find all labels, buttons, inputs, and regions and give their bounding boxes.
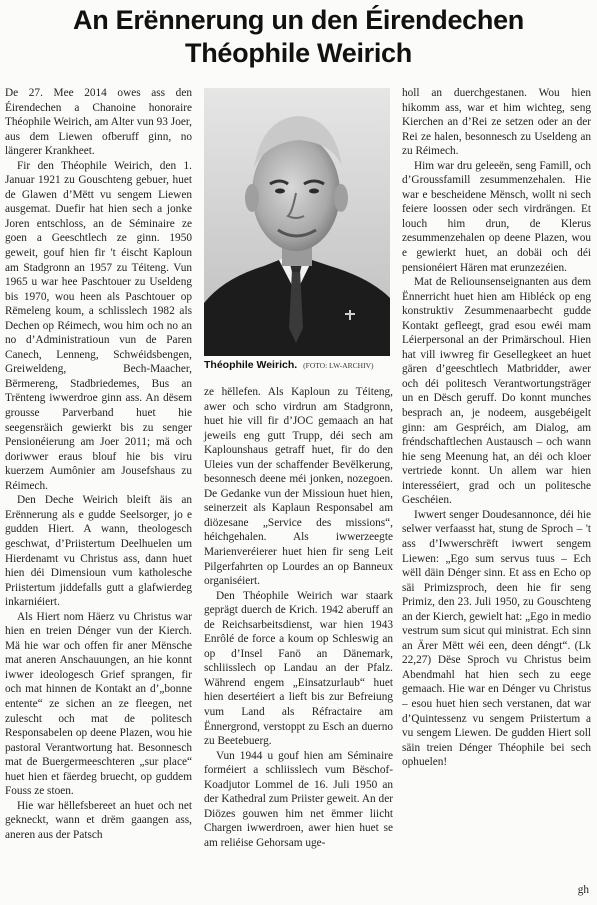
- article-column-1: [5, 86, 192, 842]
- paragraph: ze hëllefen. Als Kaploun zu Téiteng, awer och scho virdrun am Stadgronn, huet hie vill fir d’JOC gemaach an hat jeweils eng gutt Trupp, déi sech am Kaplounshaus getraff huet, fir do den Uleies vun der schaffender Bevëlkerung, besonnesch deene méi jonken, nozegoen. De Gedanke vun der Missioun huet hien, seinerzeit als Kaplaun Responsabel am diözesane „Service des missions“, héichgehalen. Als iwwerzeegte Marienveréierer huet hien fir seng Leit Pilgerfahrten op Lourdes an op Banneux organiséiert.: [204, 386, 393, 588]
- photo-caption: [204, 359, 393, 371]
- paragraph: Vun 1944 u gouf hien am Séminaire forméiert a schliisslech vum Bëschof-Koadjutor Lommel de 16. Juli 1950 an der Kathedral zum Priister geweit. An der Diözes gouwen him net ëmmer liicht Chargen iwwerdroen, awer hien huet se am reliéise Gehorsam uge-: [204, 749, 393, 849]
- caption-credit: (FOTO: LW-ARCHIV): [303, 361, 374, 370]
- paragraph: Him war dru geleeën, seng Famill, och d’Groussfamill zesummenzehalen. Hie war e bescheidene Mënsch, wollt ni sech feiere loossen oder sech virdrängen. Et louch him drun, de Klerus zesummenzehalen op deene Plazen, wou e gewierkt huet, an dobäi och déi pensionéiert Hären mat erunzezéien.: [402, 159, 591, 274]
- paragraph: Iwwert senger Doudesannonce, déi hie selwer verfaasst hat, stung de Sproch – 't ass d’Iwwerschrëft iwwert sengem Liewen: „Ego sum servus tuus – Ech wëll däin Dénger sinn. Et ass en Echo op säi Primizsproch, deen hie fir seng Primiz, den 23. Juli 1950, zu Gouschteng an der Kierch, gewielt hat: „Ego in medio vestrum sum sicut qui ministrat. Ech sinn an Ärer Mëtt wéi een, deen déngt“. (Lk 22,27) Dëse Sproch vu Christus beim Abendmahl hat hien sech zu eege gemaach. Hie war en Dénger vu Christus – esou huet hien sech verstanen, dat war d’Quintessenz vu sengem Priistertum a vu sengem Liewen. De gudden Hiert soll säin treien Dénger Théophile bei sech ophuelen!: [402, 508, 591, 769]
- headline-line-1: An Erënnerung un den Éirendechen: [73, 5, 524, 35]
- headline: [0, 4, 597, 70]
- paragraph: holl an duerchgestanen. Wou hien hikomm ass, war et him wichteg, seng Kierchen an d’Rei ze setzen oder an der Rei ze halen, besonnesch zu Useldeng an zu Réimech.: [402, 87, 591, 158]
- paragraph: Den Théophile Weirich war staark geprägt duerch de Krich. 1942 aberuff an de Reichsarbeitsdienst, war hien 1943 Enrôlé de force a koum op Schleswig an op d’Insel Fanö an Dänemark, schliisslech op Landau an der Pfalz. Während engem „Einsatzurlaub“ huet hien desertéiert a lieft bis zur Befreiung vum Land als Réfractaire am Ënnergrond, verstoppt zu Esch an duerno zu Beetebuerg.: [204, 589, 393, 748]
- portrait-image: [204, 88, 390, 356]
- article-column-2: [204, 385, 393, 851]
- caption-name: Théophile Weirich.: [204, 359, 298, 371]
- paragraph: Mat de Reliounsenseignanten aus dem Ënnerricht huet hien am Hibléck op eng konstruktiv Zesummenaarbecht gudde Kontakt gefleegt, grad esou ewéi mam Léierpersonal an der Primärschoul. Hien hat vill iwwreg fir Gesellegkeet an huet gären d’geeschtlech Matbridder, awer och déi politesch Verantwortungsträger un en Dësch geruff. Do konnt munches besprach an, je nodeem, ausgebéigelt ginn: am Gespréich, am Dialog, am fréndschaftlechen Austausch – och wann hie seng Meenung hat, an déi och kloer vertriede konnt. Un allem war hien interesséiert, grad och un politesche Geschéien.: [402, 276, 591, 507]
- headline-line-2: Théophile Weirich: [185, 38, 412, 68]
- paragraph: De 27. Mee 2014 owes ass den Éirendechen a Chanoine honoraire Théophile Weirich, am Alter vun 93 Joer, aus dem Liewen ofberuff ginn, no längerer Krankheet.: [5, 87, 192, 158]
- paragraph: Als Hiert nom Häerz vu Christus war hien en treien Dénger vun der Kierch. Mä hie war och offen fir aner Mënsche mat aneren Anschauungen, an hie konnt iwwer ideologesch Grief sprangen, fir och mat hinnen de Kontakt an d’„bonne entente“ ze sichen an ze fleegen, net zulescht och mat de politesch Responsabelen op deene Plazen, wou hie pastoral Verantwortung hat. Besonnesch mat de Buergermeeschteren „sur place“ huet hien et fäerdeg bruecht, op guddem Fouss ze stoen.: [5, 610, 192, 798]
- paragraph: Fir den Théophile Weirich, den 1. Januar 1921 zu Gouschteng gebuer, huet de Glawen d’Mëtt vu sengem Liewen ausgemat. Duefir hat hien sech a jonke Joren entschloss, an de Séminaire ze goen a Geeschtlech ze ginn. 1950 geweit, gouf hien fir 't éischt Kaploun am Stadgronn an 1957 zu Téiteng. Vun 1965 u war hee Paschtouer zu Useldeng bis 1970, wou heen als Paschtouer op Rëmeleng koum, a schlisslech 1982 als Dechen op Réimech, wou him och no an no d’Administratioun vun de Paren Canech, Lenneng, Schwéidsbengen, Greiweldeng, Bech-Maacher, Bërmereng, Stadbriedemes, Bus an Trënteng iwwerdroe ginn ass. An dësem grousse Parverband huet hie seegensräich gewierkt bis zu senger Pensionéierung am Joer 2011; mä och doriwwer eraus blouf hie bis viru kuerzem Aumônier am Jousefshaus zu Réimech.: [5, 159, 192, 492]
- paragraph: Den Deche Weirich bleift äis an Erënnerung als e gudde Seelsorger, jo e gudden Hiert. A wann, theologesch geschwat, d’Priistertum Deelhuelen um Hierdenamt vu Christus ass, dann huet hien déi Dimensioun vum katholesche Priistertum jiddefalls gutt a glafwierdeg inkarniéiert.: [5, 494, 192, 609]
- paragraph: Hie war hëllefsbereet an huet och net gekneckt, wann et drëm gaangen ass, aneren aus der Patsch: [5, 799, 192, 841]
- portrait-photo: [204, 88, 390, 356]
- article-column-3: [402, 86, 591, 770]
- author-signature: gh: [577, 884, 589, 896]
